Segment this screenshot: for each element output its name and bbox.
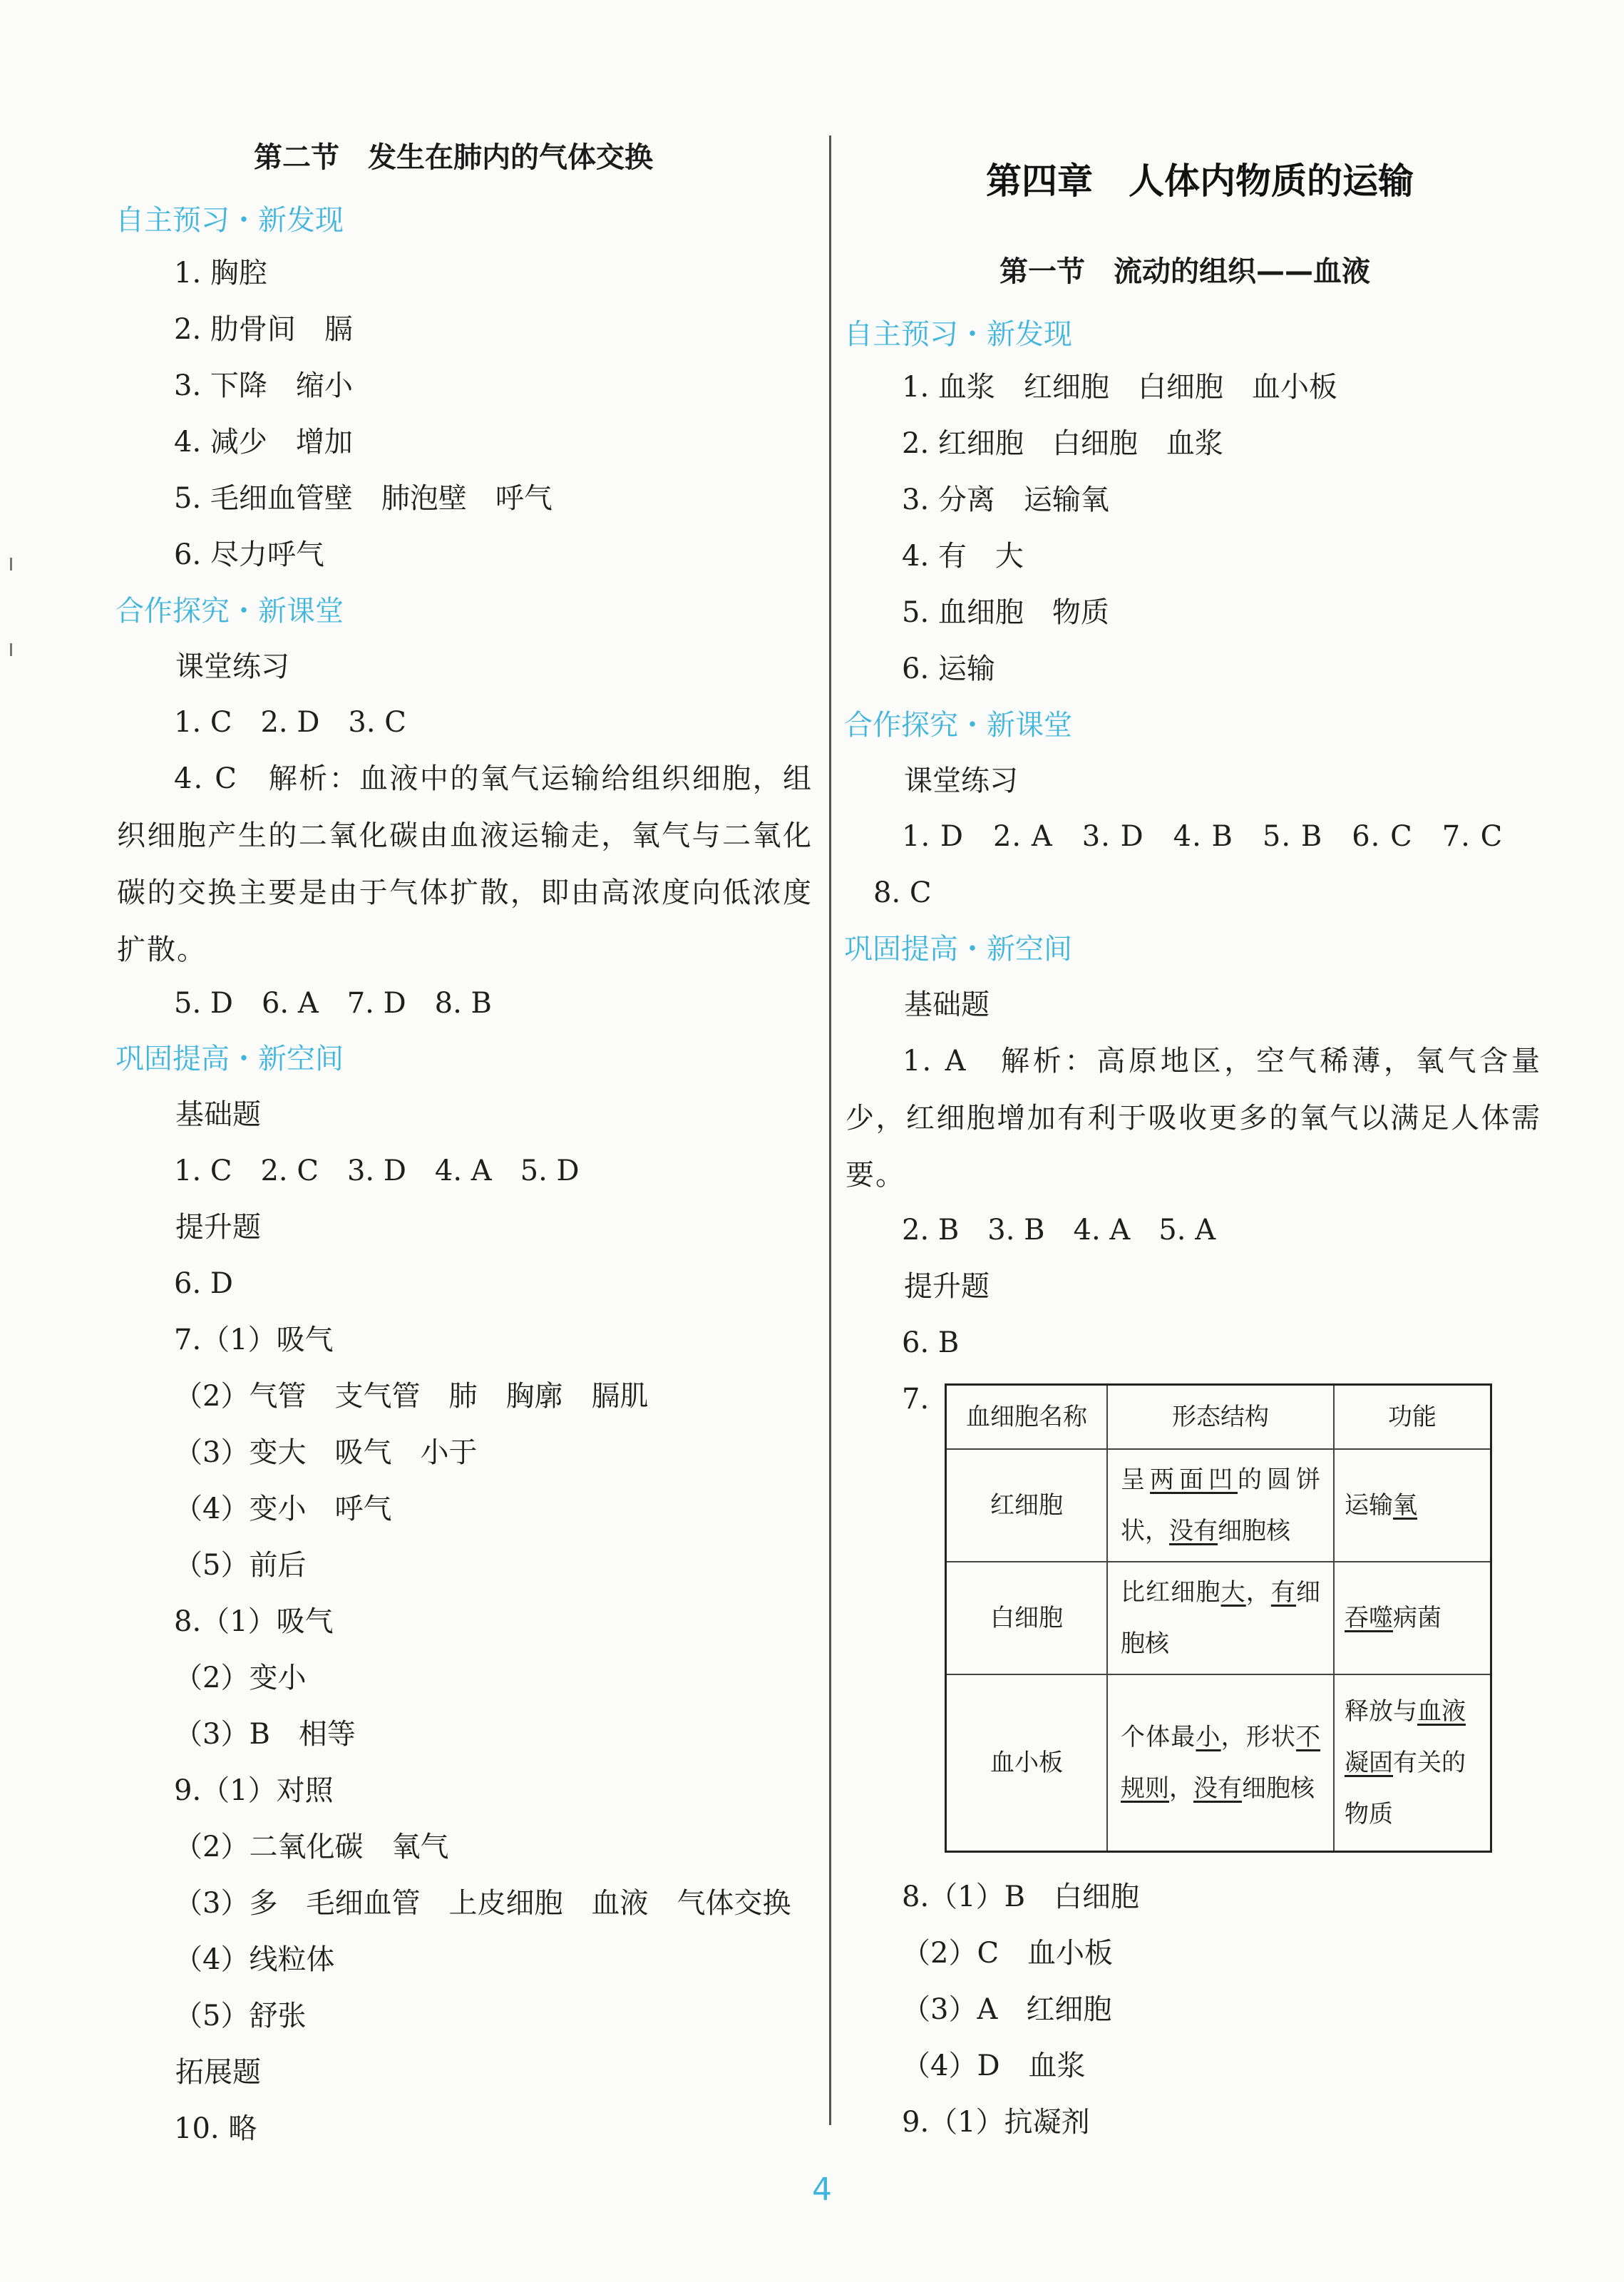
list-item: （4）线粒体 [174,1943,335,1976]
answer-line: 7. [902,1383,930,1416]
list-item: （2）气管 支气管 肺 胸廓 膈肌 [174,1380,649,1413]
answer-line: 1. D 2. A 3. D 4. B 5. B 6. C 7. C [902,820,1504,853]
list-item: （3）变大 吸气 小于 [174,1436,478,1469]
section-title: 第一节 流动的组织——血液 [999,255,1370,288]
exercise-subheading: 课堂练习 [904,764,1018,797]
blood-cell-table [945,1383,1492,1853]
table-header: 功能 [1334,1385,1491,1450]
list-item: （3）B 相等 [174,1718,356,1751]
list-item: 8.（1）吸气 [174,1605,334,1638]
table-header-row [946,1385,1491,1450]
preview-heading: 自主预习・新发现 [844,318,1072,351]
consolidate-heading: 巩固提高・新空间 [844,933,1072,966]
list-item: 6. 尽力呼气 [174,538,324,571]
list-item: 4. 减少 增加 [174,426,353,459]
explore-heading: 合作探究・新课堂 [115,595,344,628]
page-number: 4 [812,2171,832,2208]
list-item: 9.（1）抗凝剂 [902,2106,1090,2139]
cell-name: 红细胞 [946,1449,1108,1562]
list-item: 7.（1）吸气 [174,1324,334,1356]
cell-name: 血小板 [946,1674,1108,1851]
exercise-subheading: 课堂练习 [175,650,289,683]
list-item: 5. 毛细血管壁 肺泡壁 呼气 [174,482,553,515]
basic-subheading: 基础题 [904,988,990,1021]
list-item: 1. 胸腔 [174,257,267,290]
list-item: （5）舒张 [174,2000,307,2032]
table-header: 血细胞名称 [946,1385,1108,1450]
basic-subheading: 基础题 [175,1098,261,1131]
consolidate-heading: 巩固提高・新空间 [115,1043,344,1075]
answer-paragraph: 4. C 解析：血液中的氧气运输给组织细胞，组织细胞产生的二氧化碳由血液运输走，氧气与二氧化碳的交换主要是由于气体扩散，即由高浓度向低浓度扩散。 [117,762,813,966]
list-item: 2. 肋骨间 膈 [174,313,353,346]
list-item: （5）前后 [174,1549,307,1582]
list-item: 5. 血细胞 物质 [902,596,1109,629]
list-item: 4. 有 大 [902,540,1024,573]
list-item: 8.（1）B 白细胞 [902,1881,1140,1913]
column-divider [829,135,831,2125]
scan-mark [10,558,12,570]
list-item: 3. 分离 运输氧 [902,483,1109,516]
cell-name: 白细胞 [946,1562,1108,1674]
list-item: 9.（1）对照 [174,1774,334,1807]
cell-structure: 呈两面凹的圆饼状，没有细胞核 [1107,1449,1334,1562]
answer-line: 6. B [902,1326,960,1359]
cell-structure: 比红细胞大，有细胞核 [1107,1562,1334,1674]
list-item: （2）C 血小板 [902,1937,1114,1970]
scan-mark [10,643,12,656]
answer-line: 8. C [873,876,932,909]
list-item: 1. 血浆 红细胞 白细胞 血小板 [902,371,1337,404]
advanced-subheading: 提升题 [904,1270,990,1303]
list-item: 10. 略 [174,2112,257,2145]
extension-subheading: 拓展题 [175,2056,261,2089]
preview-heading: 自主预习・新发现 [115,204,344,237]
list-item: （3）多 毛细血管 上皮细胞 血液 气体交换 [174,1887,791,1920]
explore-heading: 合作探究・新课堂 [844,709,1072,742]
table-row [946,1674,1491,1851]
list-item: 2. 红细胞 白细胞 血浆 [902,427,1223,460]
answer-line: 1. C 2. C 3. D 4. A 5. D [174,1155,580,1187]
cell-structure: 个体最小，形状不规则，没有细胞核 [1107,1674,1334,1851]
chapter-title: 第四章 人体内物质的运输 [986,160,1414,202]
section-title: 第二节 发生在肺内的气体交换 [254,141,653,174]
table-row [946,1449,1491,1562]
list-item: （2）二氧化碳 氧气 [174,1831,449,1863]
advanced-subheading: 提升题 [175,1211,261,1244]
list-item: （3）A 红细胞 [902,1993,1112,2026]
list-item: （4）变小 呼气 [174,1493,392,1525]
answer-line: 2. B 3. B 4. A 5. A [902,1214,1216,1247]
list-item: 6. 运输 [902,653,995,685]
list-item: （2）变小 [174,1662,307,1694]
table-header: 形态结构 [1107,1385,1334,1450]
cell-function: 运输氧 [1334,1449,1491,1562]
answer-paragraph: 1. A 解析：高原地区，空气稀薄，氧气含量少，红细胞增加有利于吸收更多的氧气以满足人体需要。 [846,1045,1541,1192]
list-item: 6. D [174,1267,233,1300]
answer-line: 5. D 6. A 7. D 8. B [174,987,492,1020]
answer-line: 1. C 2. D 3. C [174,706,406,739]
list-item: 3. 下降 缩小 [174,369,353,402]
cell-function: 释放与血液凝固有关的物质 [1334,1674,1491,1851]
table-row [946,1562,1491,1674]
cell-function: 吞噬病菌 [1334,1562,1491,1674]
list-item: （4）D 血浆 [902,2050,1086,2082]
